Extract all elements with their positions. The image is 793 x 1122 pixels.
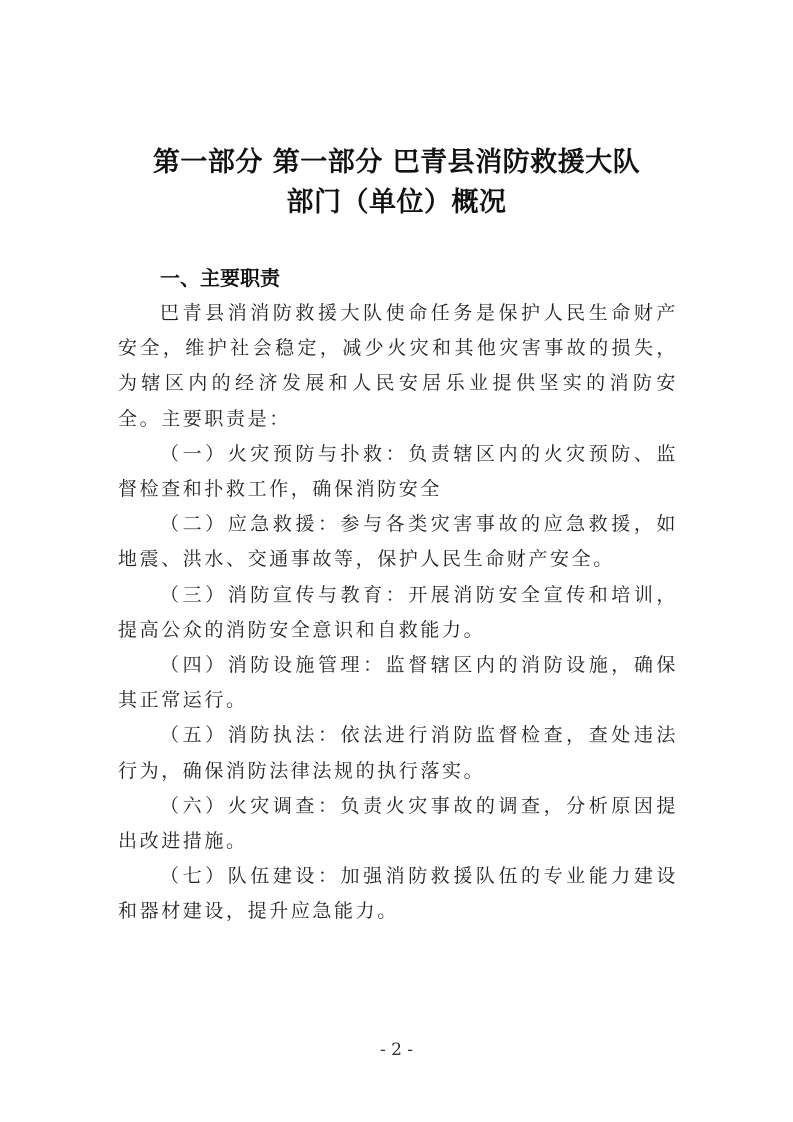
paragraph-duty-4: （四）消防设施管理：监督辖区内的消防设施，确保其正常运行。 xyxy=(118,654,678,712)
page-title-line-2: 部门（单位）概况 xyxy=(286,187,507,218)
paragraph-intro: 巴青县消消防救援大队使命任务是保护人民生命财产安全，维护社会稳定，减少火灾和其他灾害事故的损失，为辖区内的经济发展和人民安居乐业提供坚实的消防安全。主要职责是： xyxy=(118,302,678,430)
paragraph-duty-6: （六）火灾调查：负责火灾事故的调查，分析原因提出改进措施。 xyxy=(118,794,678,853)
paragraph-duty-2: （二）应急救援：参与各类灾害事故的应急救援，如地震、洪水、交通事故等，保护人民生命财产安全。 xyxy=(118,513,678,571)
body-text xyxy=(118,296,678,930)
paragraph-duty-7: （七）队伍建设：加强消防救援队伍的专业能力建设和器材建设，提升应急能力。 xyxy=(118,865,678,923)
page-title-line-1: 第一部分 第一部分 巴青县消防救援大队 xyxy=(152,147,641,178)
paragraph-duty-3: （三）消防宣传与教育：开展消防安全宣传和培训，提高公众的消防安全意识和自救能力。 xyxy=(118,583,678,641)
page-number: - 2 - xyxy=(379,1040,414,1060)
section-heading-main-duties: 一、主要职责 xyxy=(160,266,280,290)
paragraph-duty-5: （五）消防执法：依法进行消防监督检查，查处违法行为，确保消防法律法规的执行落实。 xyxy=(118,724,678,782)
paragraph-duty-1: （一）火灾预防与扑救：负责辖区内的火灾预防、监督检查和扑救工作，确保消防安全 xyxy=(118,442,678,501)
